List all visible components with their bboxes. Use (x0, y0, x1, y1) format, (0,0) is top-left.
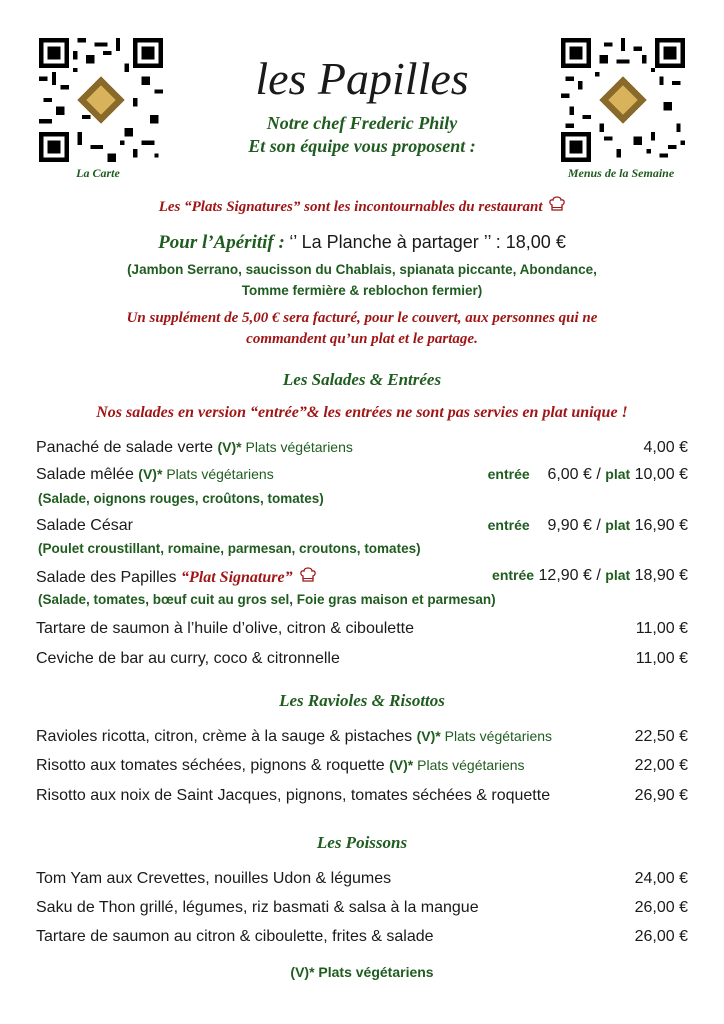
menu-item-ravioles-ricotta (36, 728, 552, 746)
price-saku-thon: 26,00 € (634, 899, 688, 916)
chef-hat-icon (549, 196, 565, 213)
signature-note (0, 196, 724, 216)
entree-price: 12,90 € / (538, 567, 601, 584)
price-salade-papilles (492, 567, 688, 585)
plat-label: plat (605, 567, 631, 583)
dish-name: Salade César (36, 517, 133, 534)
veg-text: Plats végétariens (444, 728, 553, 744)
entree-price: 6,00 € / (547, 466, 601, 483)
menu-item-salade-melee (36, 466, 274, 484)
menu-item-ceviche (36, 650, 340, 668)
entree-label: entrée (492, 567, 535, 583)
intro-line-2: Et son équipe vous proposent : (248, 136, 476, 156)
menu-item-tartare-saumon-frites (36, 928, 434, 946)
menu-item-tom-yam (36, 870, 391, 888)
aperitif-desc-line-2: Tomme fermière & reblochon fermier) (241, 283, 483, 298)
veg-mark: (V)* (217, 439, 242, 455)
menu-item-risotto-tomates (36, 757, 525, 775)
price-tom-yam: 24,00 € (634, 870, 688, 887)
desc-salade-cesar: (Poulet croustillant, romaine, parmesan, croutons, tomates) (38, 541, 421, 556)
menu-item-saku-thon (36, 899, 479, 917)
menu-item-salade-cesar (36, 517, 133, 535)
dish-name: Saku de Thon grillé, légumes, riz basmati & salsa à la mangue (36, 899, 479, 916)
veg-text: Plats végétariens (166, 466, 274, 482)
price-tartare-saumon-huile: 11,00 € (635, 620, 688, 637)
brand-logo-text: les Papilles (255, 53, 469, 104)
dish-name: Salade des Papilles (36, 569, 177, 586)
veg-mark: (V)* (138, 466, 163, 482)
qr-label-carte: La Carte (76, 166, 120, 180)
aperitif-label: Pour l’Apéritif : (158, 232, 285, 253)
section-title-ravioles: Les Ravioles & Risottos (279, 691, 445, 710)
aperitif-line (0, 232, 724, 254)
dish-name: Ceviche de bar au curry, coco & citronnelle (36, 650, 340, 667)
section-title-poissons: Les Poissons (316, 833, 408, 852)
dish-name: Salade mêlée (36, 466, 134, 483)
dish-name: Tom Yam aux Crevettes, nouilles Udon & légumes (36, 870, 392, 887)
aperitif-desc-line-1: (Jambon Serrano, saucisson du Chablais, spianata piccante, Abondance, (127, 262, 597, 277)
chef-hat-icon (300, 567, 316, 584)
entree-label: entrée (487, 517, 530, 533)
entree-price: 9,90 € / (547, 517, 601, 534)
price-panache: 4,00 € (643, 439, 688, 456)
plat-label: plat (605, 466, 631, 482)
price-ceviche: 11,00 € (635, 650, 688, 667)
veg-mark: (V)* (389, 757, 414, 773)
dish-name: Risotto aux noix de Saint Jacques, pignons, tomates séchées & roquette (36, 787, 551, 804)
menu-item-tartare-saumon-huile (36, 620, 414, 638)
dish-name: Panaché de salade verte (36, 439, 214, 456)
veg-mark: (V)* (416, 728, 441, 744)
signature-note-text: Les “Plats Signatures” sont les incontournables du restaurant (158, 199, 543, 215)
supplement-line-2: commandent qu’un plat et le partage. (246, 331, 478, 347)
aperitif-description (0, 259, 724, 301)
dish-name: Ravioles ricotta, citron, crème à la sauge & pistaches (36, 728, 413, 745)
dish-name: Tartare de saumon au citron & ciboulette, frites & salade (36, 928, 434, 945)
signature-tag: “Plat Signature” (181, 569, 293, 586)
veg-text: Plats végétariens (245, 439, 353, 455)
footer-veg-note: (V)* Plats végétariens (290, 964, 434, 980)
menu-item-panache (36, 439, 353, 457)
plat-label: plat (605, 517, 631, 533)
desc-salade-papilles: (Salade, tomates, bœuf cuit au gros sel, Foie gras maison et parmesan) (38, 592, 496, 607)
plat-price: 10,00 € (634, 466, 688, 483)
plat-price: 18,90 € (634, 567, 688, 584)
dish-name: Tartare de saumon à l’huile d’olive, citron & ciboulette (36, 620, 414, 637)
supplement-line-1: Un supplément de 5,00 € sera facturé, pour le couvert, aux personnes qui ne (126, 310, 598, 326)
qr-label-menus-semaine: Menus de la Semaine (567, 166, 675, 180)
dish-name: Risotto aux tomates séchées, pignons & roquette (36, 757, 385, 774)
price-risotto-tomates: 22,00 € (634, 757, 688, 774)
intro-text (0, 112, 724, 158)
brand-logo (250, 38, 474, 114)
menu-item-risotto-saint-jacques (36, 787, 550, 805)
supplement-note (0, 308, 724, 350)
price-risotto-saint-jacques: 26,90 € (634, 787, 688, 804)
desc-salade-melee: (Salade, oignons rouges, croûtons, tomates) (38, 491, 324, 506)
salades-warning: Nos salades en version “entrée”& les entrées ne sont pas servies en plat unique ! (96, 404, 628, 421)
price-tartare-saumon-frites: 26,00 € (634, 928, 688, 945)
section-title-salades: Les Salades & Entrées (282, 370, 442, 389)
plat-price: 16,90 € (634, 517, 688, 534)
intro-line-1: Notre chef Frederic Phily (266, 113, 458, 133)
aperitif-text: ‘’ La Planche à partager ’’ : 18,00 € (289, 232, 566, 252)
menu-item-salade-papilles (36, 567, 316, 587)
price-ravioles-ricotta: 22,50 € (634, 728, 688, 745)
veg-text: Plats végétariens (417, 757, 525, 773)
entree-label: entrée (487, 466, 530, 482)
price-salade-melee (488, 466, 688, 484)
price-salade-cesar (488, 517, 688, 535)
